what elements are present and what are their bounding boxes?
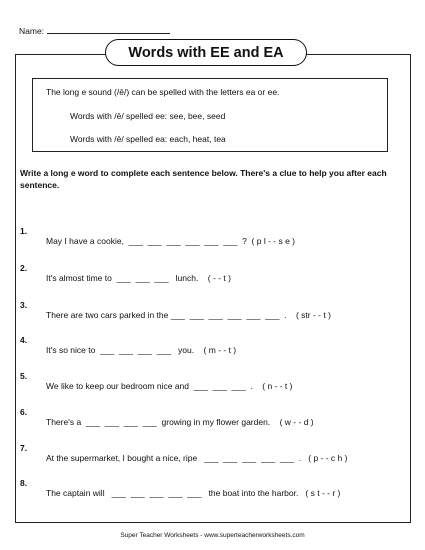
name-label: Name: [19,26,45,36]
question-number: 7. [20,443,28,453]
question-text: It's so nice to ___ ___ ___ ___ you. ( m - - t ) [46,345,237,355]
question-number: 3. [20,300,28,310]
question-8 [20,468,341,498]
question-4 [20,325,237,355]
name-field-row [19,25,170,36]
info-main-text: The long e sound (/ē/) can be spelled with the letters ea or ee. [46,87,280,97]
question-7 [20,433,348,463]
question-text: There's a ___ ___ ___ ___ growing in my flower garden. ( w - - d ) [46,417,314,427]
question-number: 8. [20,478,28,488]
question-number: 4. [20,335,28,345]
question-2 [20,253,231,283]
question-text: May I have a cookie, ___ ___ ___ ___ ___ ___ ? ( p l - - s e ) [46,236,296,246]
question-number: 2. [20,263,28,273]
question-text: The captain will ___ ___ ___ ___ ___ the boat into the harbor. ( s t - - r ) [46,488,341,498]
info-box [32,78,388,152]
info-ee-examples: Words with /ē/ spelled ee: see, bee, seed [70,111,226,121]
question-text: At the supermarket, I bought a nice, ripe ___ ___ ___ ___ ___ . ( p - - c h ) [46,453,348,463]
name-line[interactable] [47,25,170,34]
question-3 [20,290,331,320]
question-text: There are two cars parked in the ___ ___ ___ ___ ___ ___ . ( str - - t ) [46,310,331,320]
instructions: Write a long e word to complete each sentence below. There's a clue to help you after each sentence. [20,168,387,190]
worksheet-title: Words with EE and EA [105,39,307,66]
question-6 [20,397,314,427]
question-1 [20,216,296,246]
question-5 [20,361,293,391]
question-number: 1. [20,226,28,236]
question-number: 6. [20,407,28,417]
info-ea-examples: Words with /ē/ spelled ea: each, heat, tea [70,134,226,144]
question-text: We like to keep our bedroom nice and ___ ___ ___ . ( n - - t ) [46,381,293,391]
footer-credit: Super Teacher Worksheets - www.superteacherworksheets.com [120,532,305,539]
question-number: 5. [20,371,28,381]
question-text: It's almost time to ___ ___ ___ lunch. ( - - t ) [46,273,231,283]
